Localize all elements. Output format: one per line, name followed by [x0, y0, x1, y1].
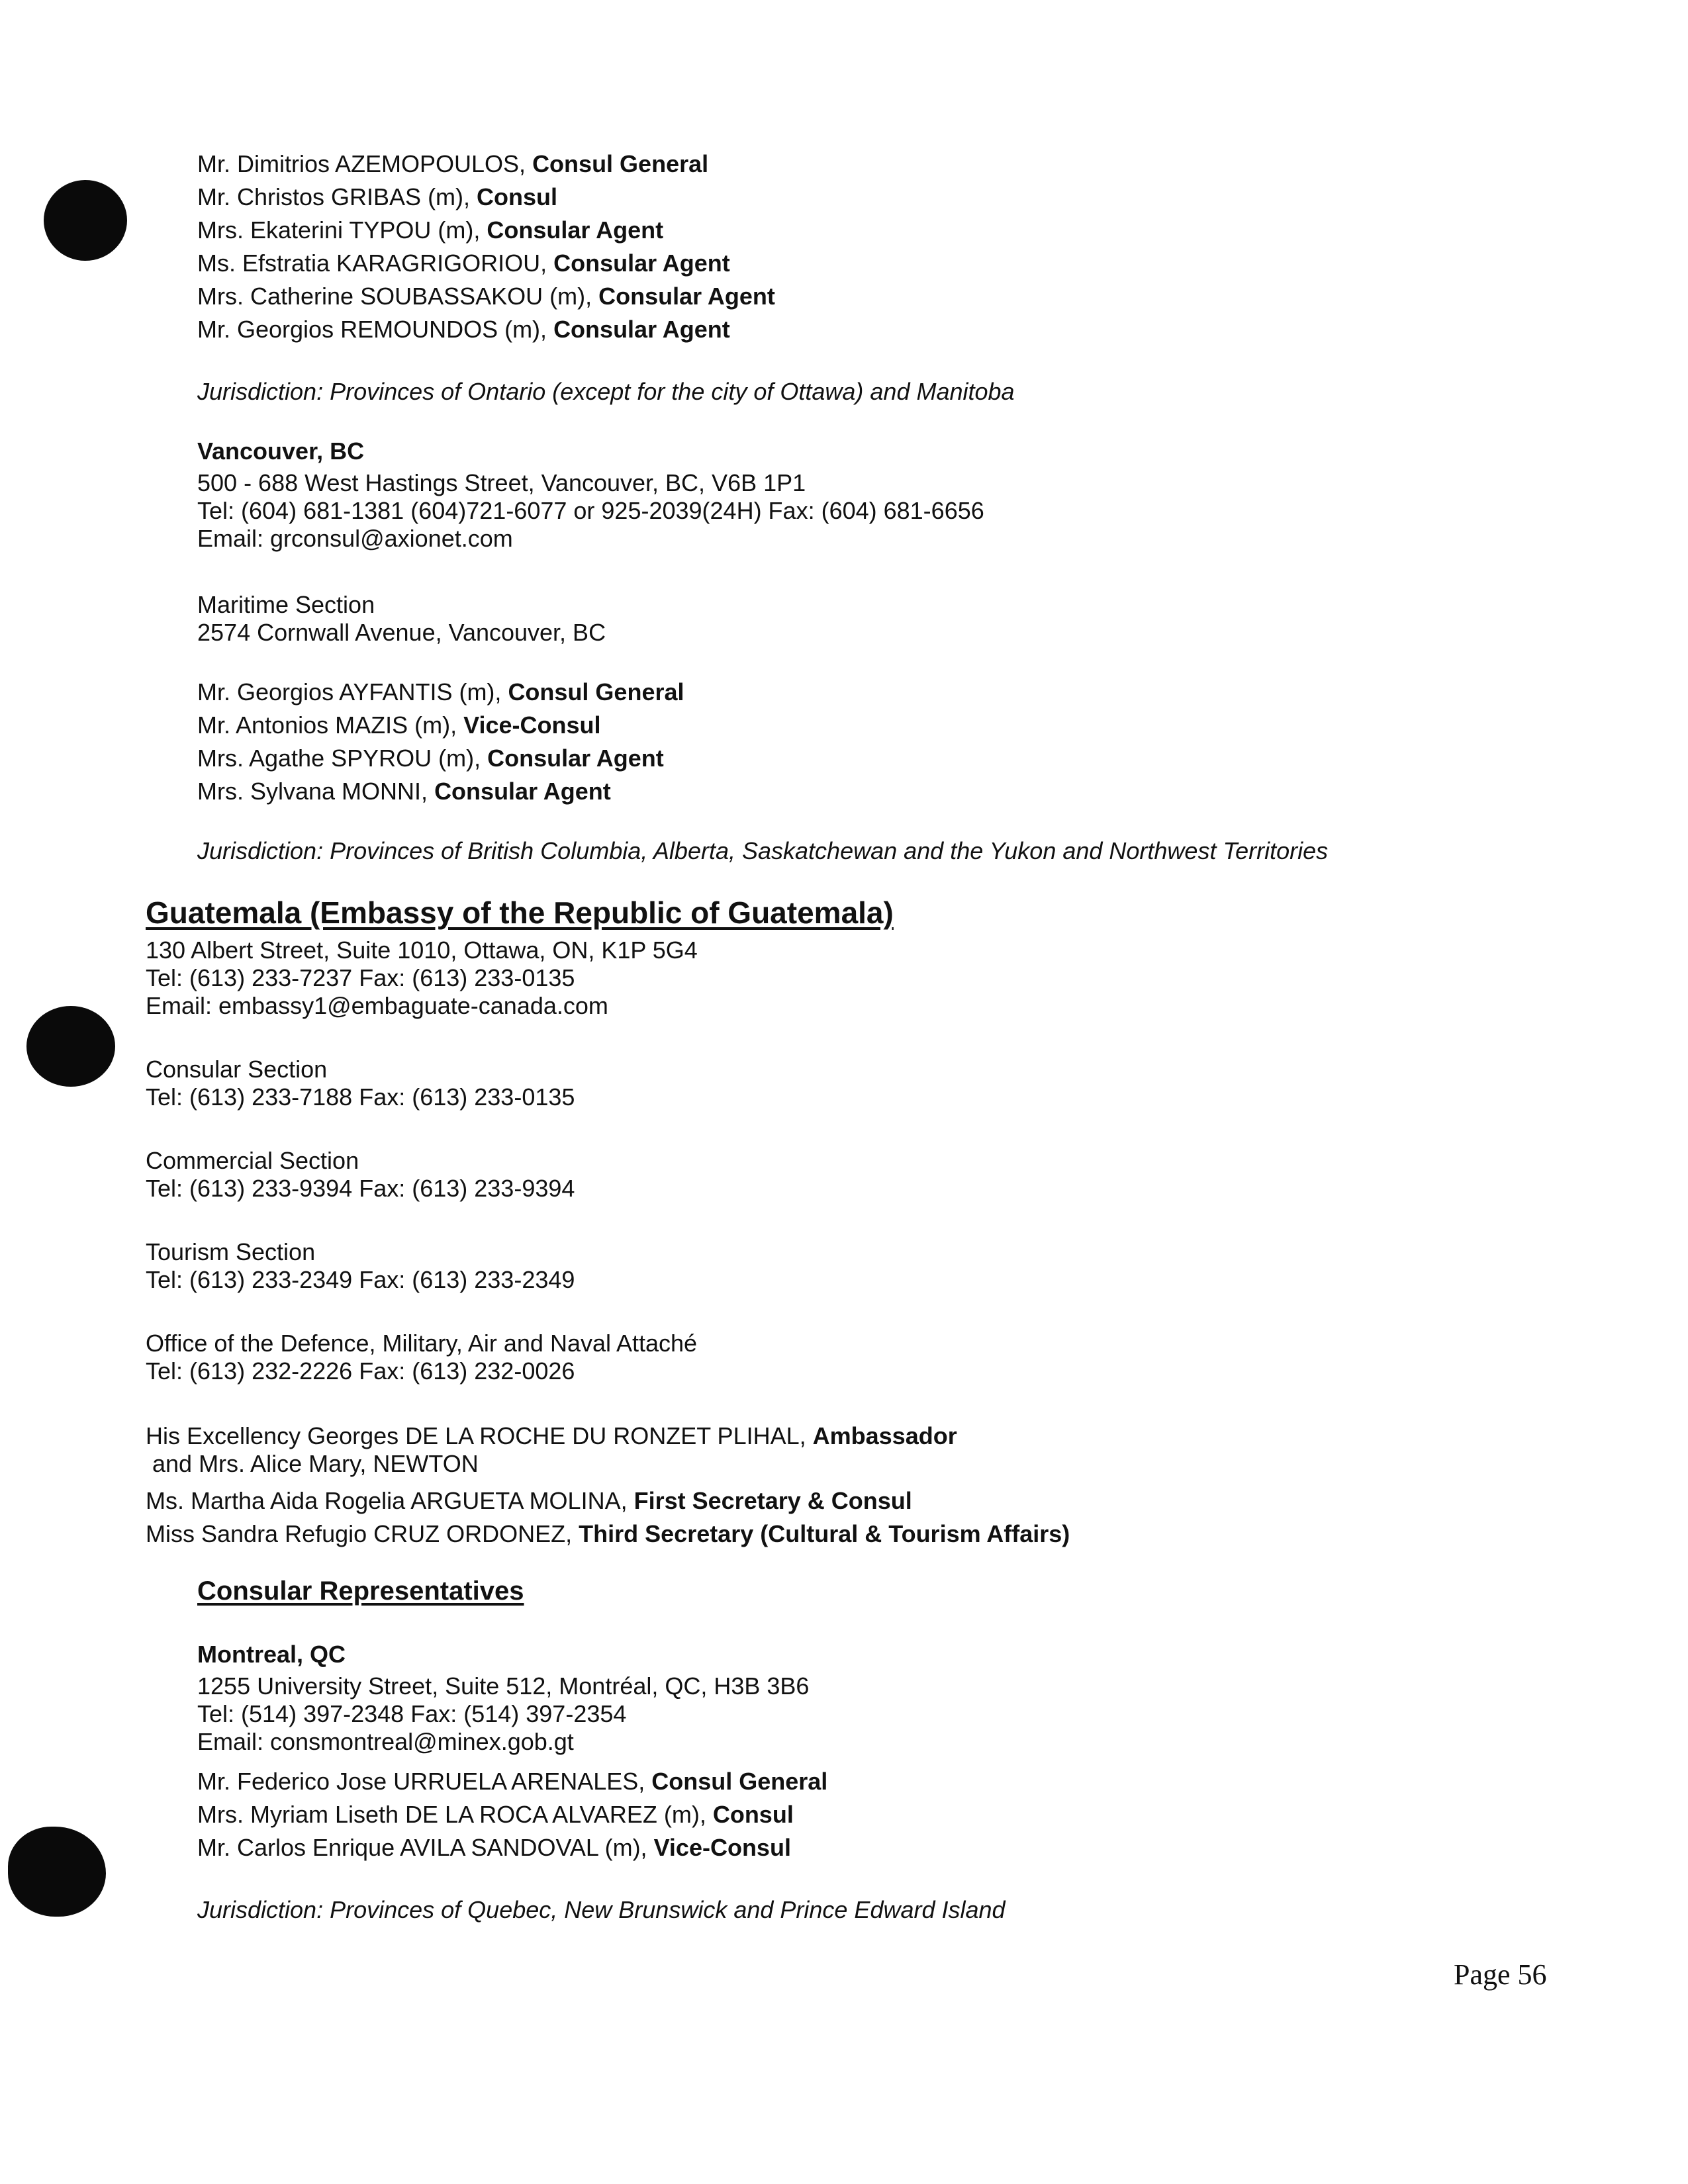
section-name: Commercial Section: [146, 1147, 359, 1174]
montreal-tel: Tel: (514) 397-2348 Fax: (514) 397-2354: [197, 1700, 627, 1727]
vancouver-address: 500 - 688 West Hastings Street, Vancouver, BC, V6B 1P1: [197, 469, 806, 496]
official-line: Mrs. Myriam Liseth DE LA ROCA ALVAREZ (m), Consul: [197, 1801, 794, 1828]
official-line: Mrs. Agathe SPYROU (m), Consular Agent: [197, 745, 664, 772]
montreal-email: Email: consmontreal@minex.gob.gt: [197, 1728, 574, 1755]
official-line: Ms. Efstratia KARAGRIGORIOU, Consular Agent: [197, 250, 730, 277]
section-tel: Tel: (613) 233-9394 Fax: (613) 233-9394: [146, 1175, 575, 1202]
guatemala-address: 130 Albert Street, Suite 1010, Ottawa, ON, K1P 5G4: [146, 936, 698, 964]
vancouver-tel: Tel: (604) 681-1381 (604)721-6077 or 925-2039(24H) Fax: (604) 681-6656: [197, 497, 984, 524]
vancouver-email: Email: grconsul@axionet.com: [197, 525, 513, 552]
hole-punch-top: [44, 180, 127, 261]
vancouver-title: Vancouver, BC: [197, 437, 365, 465]
montreal-jurisdiction: Jurisdiction: Provinces of Quebec, New Brunswick and Prince Edward Island: [197, 1896, 1006, 1923]
official-line: Mr. Dimitrios AZEMOPOULOS, Consul General: [197, 150, 709, 177]
section-name: Tourism Section: [146, 1238, 316, 1265]
section-tel: Tel: (613) 232-2226 Fax: (613) 232-0026: [146, 1357, 575, 1385]
maritime-section-address: 2574 Cornwall Avenue, Vancouver, BC: [197, 619, 606, 646]
ambassador-spouse: and Mrs. Alice Mary, NEWTON: [152, 1450, 479, 1477]
maritime-section-title: Maritime Section: [197, 591, 375, 618]
hole-punch-bottom: [8, 1827, 106, 1917]
official-line: Mr. Antonios MAZIS (m), Vice-Consul: [197, 711, 601, 739]
official-line: Mr. Carlos Enrique AVILA SANDOVAL (m), Vice-Consul: [197, 1834, 791, 1861]
official-line: Mr. Federico Jose URRUELA ARENALES, Consul General: [197, 1768, 828, 1795]
section-tel: Tel: (613) 233-2349 Fax: (613) 233-2349: [146, 1266, 575, 1293]
official-line: Mr. Georgios REMOUNDOS (m), Consular Agent: [197, 316, 730, 343]
official-line: Mr. Christos GRIBAS (m), Consul: [197, 183, 558, 210]
page-number: Page 56: [1454, 1958, 1547, 1991]
staff-line: Miss Sandra Refugio CRUZ ORDONEZ, Third Secretary (Cultural & Tourism Affairs): [146, 1520, 1070, 1547]
staff-line: Ms. Martha Aida Rogelia ARGUETA MOLINA, First Secretary & Consul: [146, 1487, 912, 1514]
section-name: Office of the Defence, Military, Air and Naval Attaché: [146, 1330, 698, 1357]
official-line: Mrs. Catherine SOUBASSAKOU (m), Consular Agent: [197, 283, 775, 310]
vancouver-jurisdiction: Jurisdiction: Provinces of British Columbia, Alberta, Saskatchewan and the Yukon and Northwest Territories: [197, 837, 1329, 864]
toronto-jurisdiction: Jurisdiction: Provinces of Ontario (except for the city of Ottawa) and Manitoba: [197, 378, 1015, 405]
section-name: Consular Section: [146, 1056, 328, 1083]
guatemala-heading: Guatemala (Embassy of the Republic of Guatemala): [146, 895, 894, 930]
ambassador-line: His Excellency Georges DE LA ROCHE DU RONZET PLIHAL, Ambassador: [146, 1422, 957, 1449]
guatemala-email: Email: embassy1@embaguate-canada.com: [146, 992, 608, 1019]
guatemala-tel: Tel: (613) 233-7237 Fax: (613) 233-0135: [146, 964, 575, 991]
montreal-title: Montreal, QC: [197, 1641, 346, 1668]
official-line: Mrs. Sylvana MONNI, Consular Agent: [197, 778, 611, 805]
section-tel: Tel: (613) 233-7188 Fax: (613) 233-0135: [146, 1083, 575, 1111]
official-line: Mr. Georgios AYFANTIS (m), Consul General: [197, 678, 684, 705]
hole-punch-middle: [26, 1006, 115, 1087]
montreal-address: 1255 University Street, Suite 512, Montréal, QC, H3B 3B6: [197, 1672, 810, 1700]
official-line: Mrs. Ekaterini TYPOU (m), Consular Agent: [197, 216, 664, 244]
consular-representatives-heading: Consular Representatives: [197, 1576, 524, 1606]
